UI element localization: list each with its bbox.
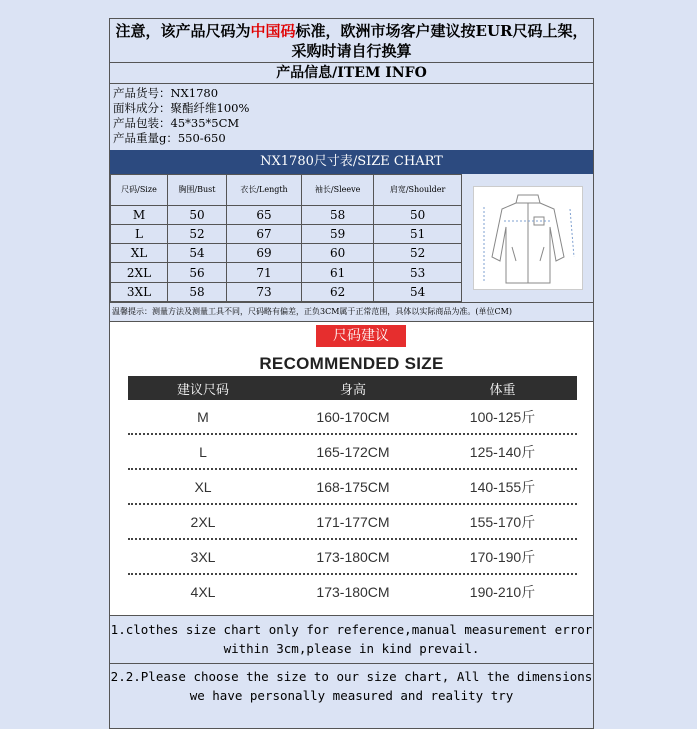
note-choose-size: 2.2.Please choose the size to our size chart, All the dimensions we have personally measured and reality try bbox=[110, 664, 593, 728]
notice-text-1: 注意，该产品尺码为 bbox=[115, 22, 251, 40]
table-row bbox=[128, 435, 577, 470]
rec-size: 3XL bbox=[190, 548, 216, 565]
rec-height: 165-172CM bbox=[316, 443, 390, 460]
table-cell: 2XL bbox=[111, 263, 168, 282]
table-cell: 53 bbox=[374, 263, 462, 282]
rec-size: M bbox=[197, 408, 209, 425]
table-row bbox=[128, 400, 577, 435]
size-sheet bbox=[109, 18, 594, 729]
rec-size: XL bbox=[194, 478, 212, 495]
table-cell: 67 bbox=[226, 224, 301, 243]
table-cell: XL bbox=[111, 244, 168, 263]
rec-height: 173-180CM bbox=[316, 583, 390, 600]
header-cell: 袖长/Sleeve bbox=[302, 175, 374, 206]
info-line-fabric: 面料成分：聚酯纤维100% bbox=[113, 101, 250, 115]
recommend-header-size: 建议尺码 bbox=[176, 382, 229, 398]
recommend-table bbox=[128, 376, 577, 608]
notice-banner bbox=[110, 19, 593, 63]
table-cell: 61 bbox=[302, 263, 374, 282]
rec-height: 171-177CM bbox=[316, 513, 390, 530]
size-chart-area bbox=[110, 174, 593, 303]
item-info-title: 产品信息/ITEM INFO bbox=[110, 63, 593, 84]
recommend-header bbox=[128, 376, 577, 400]
table-row bbox=[128, 505, 577, 540]
info-line-weight: 产品重量g：550-650 bbox=[113, 131, 226, 145]
notice-highlight: 中国码 bbox=[250, 22, 296, 40]
recommended-section bbox=[110, 322, 593, 616]
table-cell: 51 bbox=[374, 224, 462, 243]
rec-size: 4XL bbox=[190, 583, 216, 600]
item-info-list bbox=[110, 84, 593, 150]
table-cell: 62 bbox=[302, 282, 374, 301]
size-table bbox=[110, 174, 462, 302]
table-cell: 58 bbox=[167, 282, 226, 301]
rec-weight: 140-155斤 bbox=[469, 478, 536, 495]
rec-weight: 170-190斤 bbox=[469, 548, 536, 565]
table-cell: 54 bbox=[167, 244, 226, 263]
table-row bbox=[128, 540, 577, 575]
notice-text-2: 标准，欧洲市场客户建议按EUR尺码上架，采购时请自行换算 bbox=[291, 22, 588, 60]
recommend-header-weight: 体重 bbox=[489, 382, 516, 398]
table-row bbox=[111, 244, 462, 263]
size-tip: 温馨提示：测量方法及测量工具不同，尺码略有偏差，正负3CM属于正常范围，具体以实际商品为准。(单位CM) bbox=[110, 303, 593, 322]
table-row bbox=[111, 224, 462, 243]
table-cell: 52 bbox=[374, 244, 462, 263]
table-cell: 50 bbox=[374, 205, 462, 224]
jacket-diagram-area bbox=[462, 174, 593, 302]
rec-height: 168-175CM bbox=[316, 478, 390, 495]
rec-weight: 125-140斤 bbox=[469, 443, 536, 460]
rec-weight: 190-210斤 bbox=[469, 583, 536, 600]
table-cell: 54 bbox=[374, 282, 462, 301]
table-row bbox=[111, 205, 462, 224]
rec-size: L bbox=[199, 443, 207, 460]
table-cell: 73 bbox=[226, 282, 301, 301]
table-cell: 69 bbox=[226, 244, 301, 263]
table-cell: M bbox=[111, 205, 168, 224]
table-cell: 65 bbox=[226, 205, 301, 224]
table-cell: 52 bbox=[167, 224, 226, 243]
header-cell: 衣长/Length bbox=[226, 175, 301, 206]
table-row bbox=[111, 282, 462, 301]
info-line-package: 产品包装：45*35*5CM bbox=[113, 116, 240, 130]
table-cell: 58 bbox=[302, 205, 374, 224]
recommend-badge: 尺码建议 bbox=[316, 325, 406, 347]
rec-size: 2XL bbox=[190, 513, 216, 530]
table-cell: 56 bbox=[167, 263, 226, 282]
table-cell: 3XL bbox=[111, 282, 168, 301]
table-cell: 71 bbox=[226, 263, 301, 282]
table-cell: L bbox=[111, 224, 168, 243]
recommend-title: RECOMMENDED SIZE bbox=[259, 354, 444, 373]
note-reference: 1.clothes size chart only for reference,manual measurement error within 3cm,please in kind prevail. bbox=[110, 616, 593, 664]
rec-height: 160-170CM bbox=[316, 408, 390, 425]
jacket-diagram-icon bbox=[473, 186, 583, 290]
header-cell: 肩宽/Shoulder bbox=[374, 175, 462, 206]
table-row bbox=[128, 575, 577, 608]
size-chart-title: NX1780尺寸表/SIZE CHART bbox=[110, 150, 593, 174]
recommend-header-height: 身高 bbox=[339, 382, 366, 398]
info-line-code: 产品货号：NX1780 bbox=[113, 86, 219, 100]
table-cell: 60 bbox=[302, 244, 374, 263]
header-cell: 尺码/Size bbox=[111, 175, 168, 206]
rec-weight: 155-170斤 bbox=[469, 513, 536, 530]
header-cell: 胸围/Bust bbox=[167, 175, 226, 206]
size-table-header bbox=[111, 175, 462, 206]
table-cell: 50 bbox=[167, 205, 226, 224]
table-cell: 59 bbox=[302, 224, 374, 243]
table-row bbox=[111, 263, 462, 282]
table-row bbox=[128, 470, 577, 505]
rec-height: 173-180CM bbox=[316, 548, 390, 565]
rec-weight: 100-125斤 bbox=[469, 408, 536, 425]
